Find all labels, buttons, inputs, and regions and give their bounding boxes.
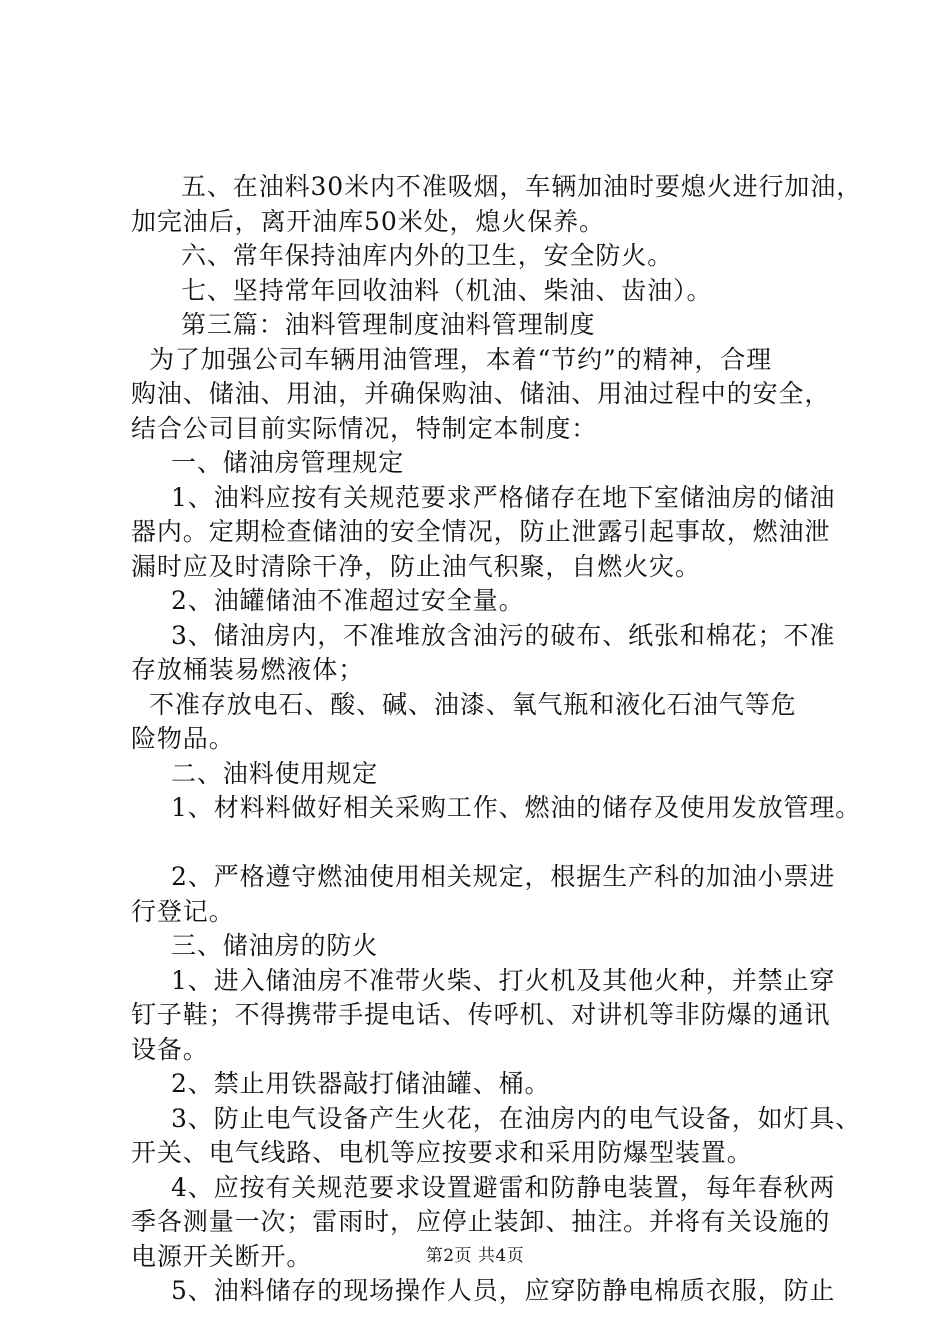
text-line: 行登记。 <box>131 896 235 926</box>
text-line: 5、油料储存的现场操作人员，应穿防静电棉质衣服，防止 <box>171 1276 836 1305</box>
text-line: 五、在油料30米内不准吸烟，车辆加油时要熄火进行加油， <box>181 172 863 201</box>
text-line: 季各测量一次；雷雨时，应停止装卸、抽注。并将有关设施的 <box>131 1207 831 1236</box>
text-line: 漏时应及时清除干净，防止油气积聚，自燃火灾。 <box>131 551 701 581</box>
text-line: 购油、储油、用油，并确保购油、储油、用油过程中的安全， <box>131 379 831 408</box>
text-line: 加完油后，离开油库50米处，熄火保养。 <box>131 206 605 236</box>
text-line: 2、油罐储油不准超过安全量。 <box>171 586 525 615</box>
subsection-heading: 二、油料使用规定 <box>171 758 379 788</box>
text-line: 存放桶装易燃液体； <box>131 655 365 684</box>
subsection-heading: 三、储油房的防火 <box>171 931 379 960</box>
text-line: 险物品。 <box>131 724 235 753</box>
subsection-heading: 一、储油房管理规定 <box>171 448 405 477</box>
text-line: 1、进入储油房不准带火柴、打火机及其他火种，并禁止穿 <box>171 965 836 995</box>
text-line: 钉子鞋；不得携带手提电话、传呼机、对讲机等非防爆的通讯 <box>131 1000 831 1029</box>
text-line: 3、防止电气设备产生火花，在油房内的电气设备，如灯具、 <box>171 1103 862 1133</box>
text-line: 4、应按有关规范要求设置避雷和防静电装置，每年春秋两 <box>171 1172 836 1202</box>
text-line: 1、油料应按有关规范要求严格储存在地下室储油房的储油 <box>171 482 836 512</box>
text-line: 1、材料料做好相关采购工作、燃油的储存及使用发放管理。 <box>171 793 862 822</box>
text-line: 器内。定期检查储油的安全情况，防止泄露引起事故，燃油泄 <box>131 517 831 546</box>
text-line: 结合公司目前实际情况，特制定本制度： <box>131 413 598 443</box>
text-line: 设备。 <box>131 1034 209 1064</box>
text-line: 为了加强公司车辆用油管理，本着“节约”的精神，合理 <box>149 344 773 374</box>
document-body <box>131 170 863 1309</box>
section-heading: 第三篇：油料管理制度油料管理制度 <box>181 310 596 339</box>
text-line: 不准存放电石、酸、碱、油漆、氧气瓶和液化石油气等危 <box>149 689 797 719</box>
text-line: 2、严格遵守燃油使用相关规定，根据生产科的加油小票进 <box>171 862 836 891</box>
text-line: 电源开关断开。 <box>131 1241 313 1271</box>
text-line: 六、常年保持油库内外的卫生，安全防火。 <box>181 241 674 270</box>
text-line: 2、禁止用铁器敲打储油罐、桶。 <box>171 1069 551 1098</box>
page-footer: 第2页 共4页 <box>425 1246 525 1266</box>
text-line: 七、坚持常年回收油料（机油、柴油、齿油）。 <box>181 275 713 305</box>
text-line: 开关、电气线路、电机等应按要求和采用防爆型装置。 <box>131 1138 753 1167</box>
text-line: 3、储油房内，不准堆放含油污的破布、纸张和棉花；不准 <box>171 620 836 650</box>
blank-line <box>131 826 847 861</box>
